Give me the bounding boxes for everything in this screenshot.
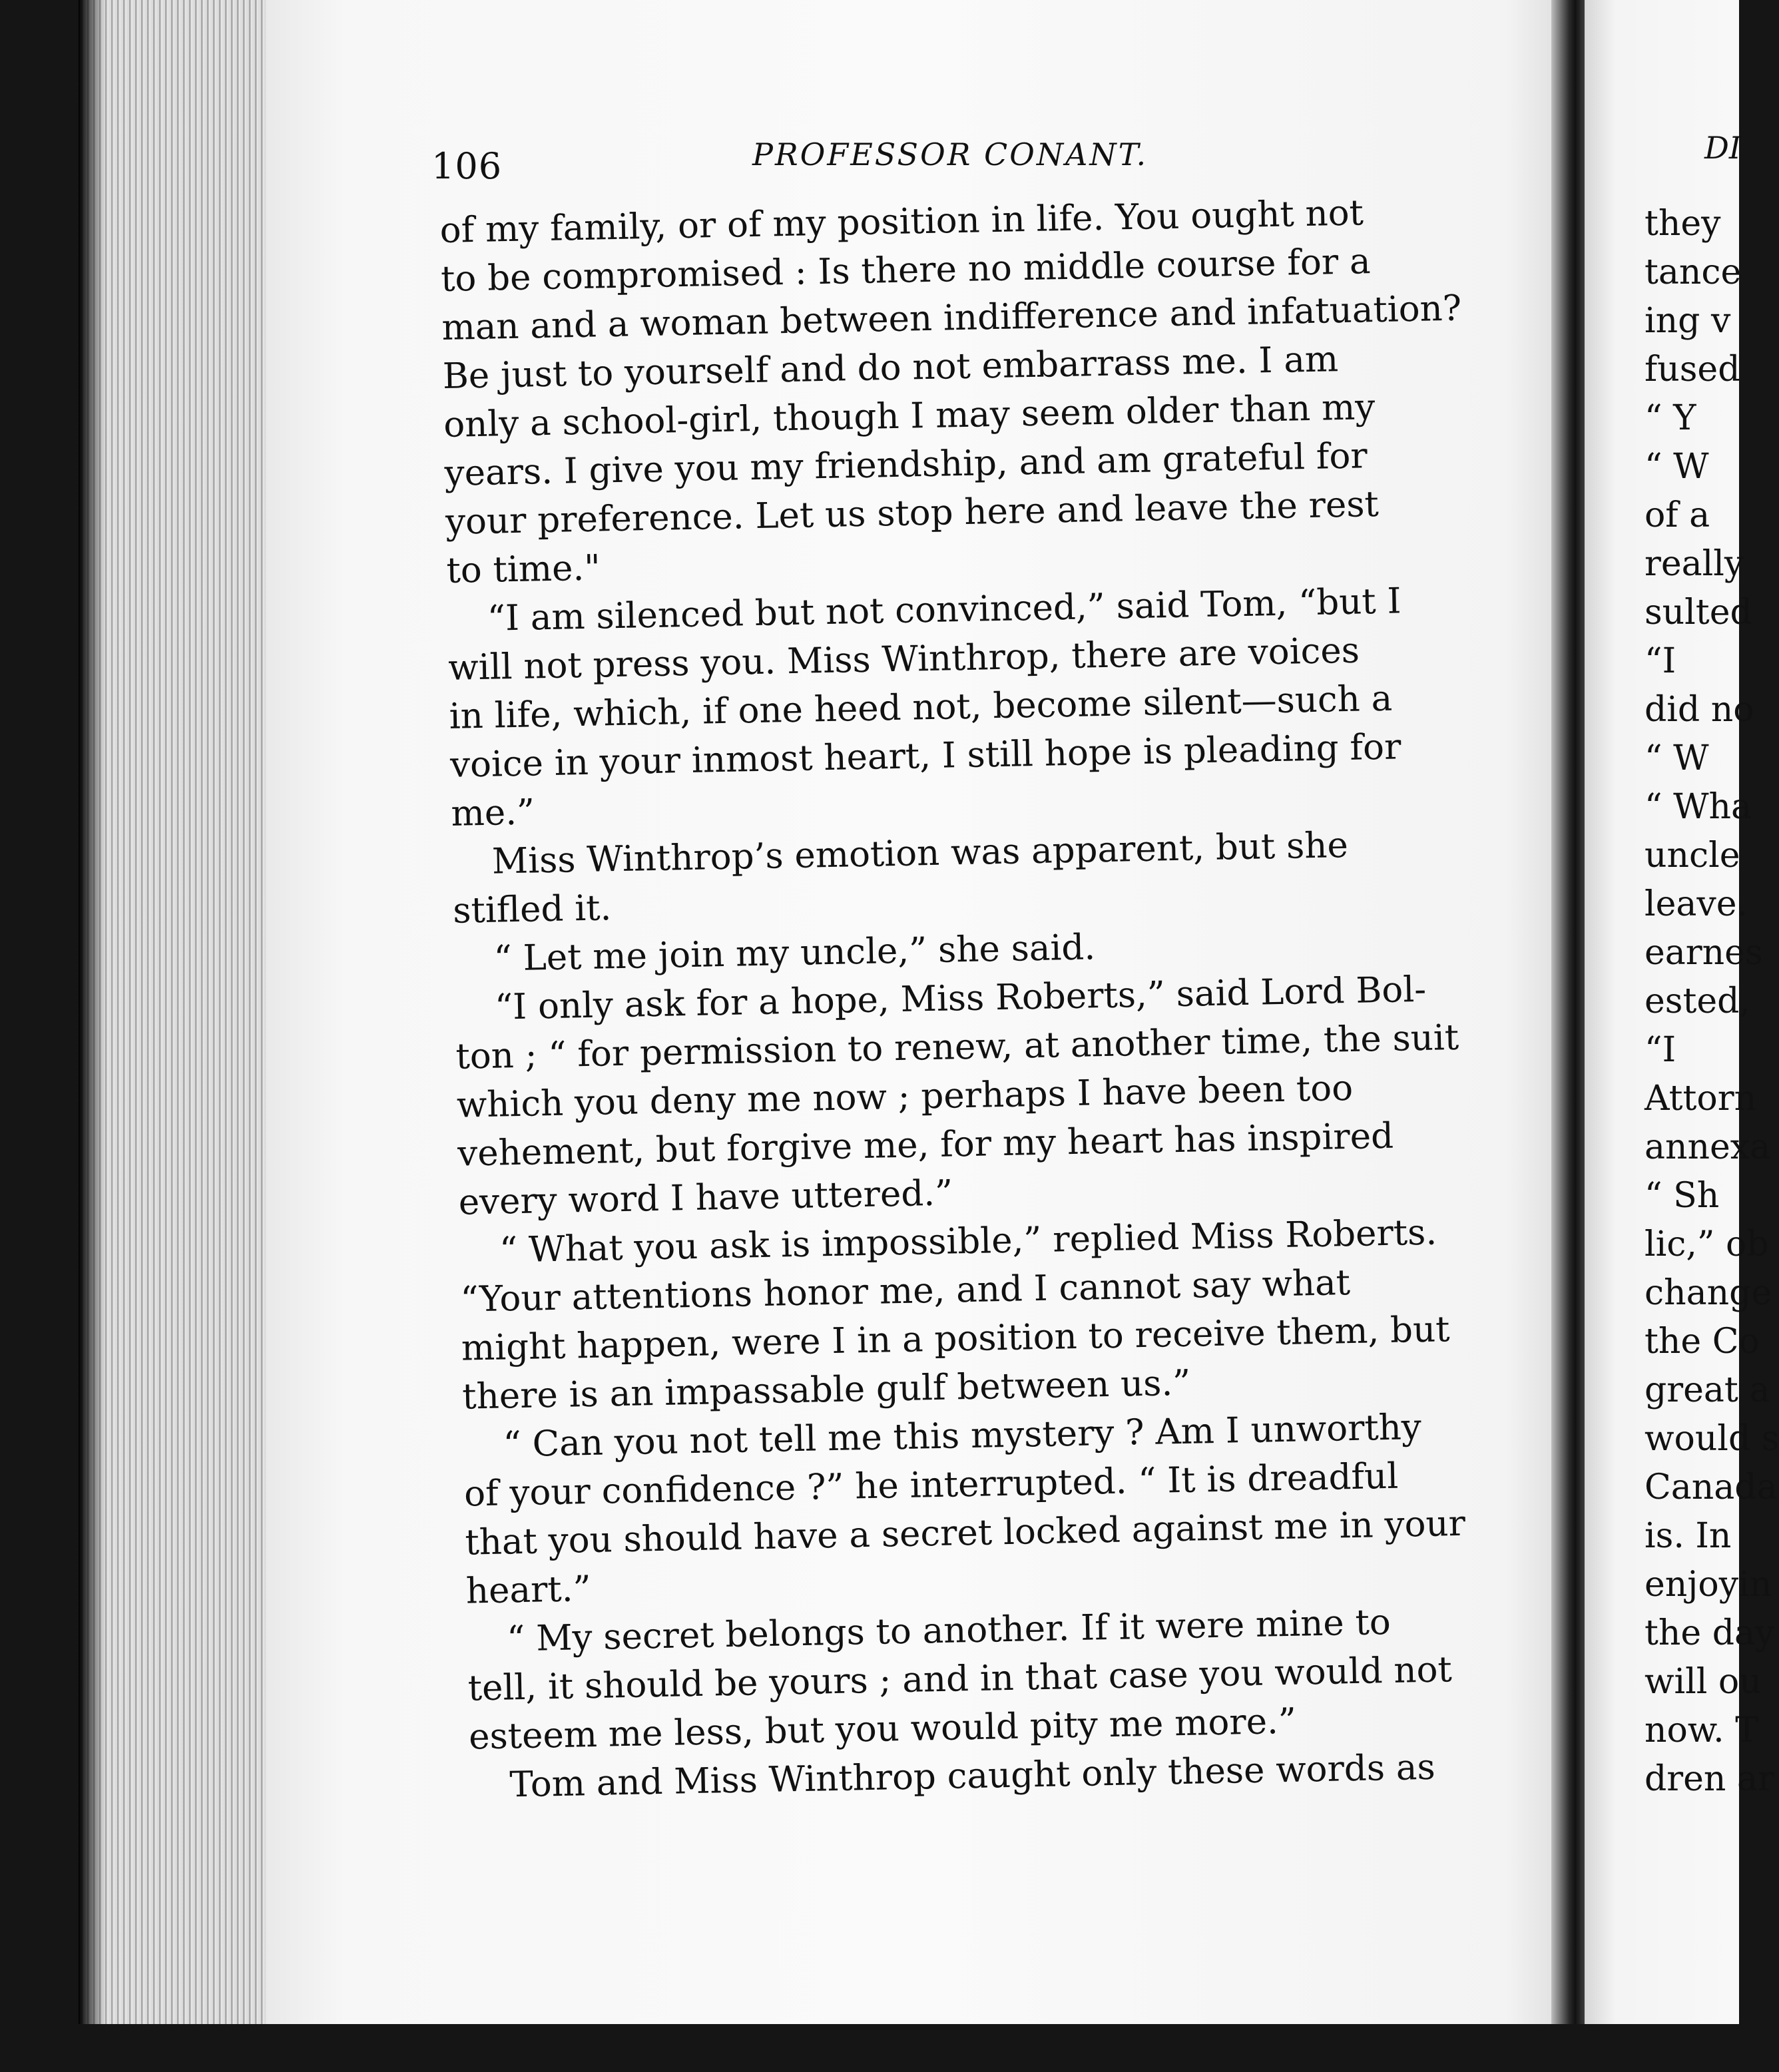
text-line: “ My secret belongs to another. If it were mine to [506, 1601, 1392, 1660]
text-line-fragment: the day [1645, 1613, 1775, 1653]
text-line-fragment: now. T [1645, 1710, 1758, 1750]
text-line-fragment: enjoyin [1645, 1565, 1772, 1605]
text-line: that you should have a secret locked against me in your [464, 1503, 1466, 1563]
text-line: might happen, were I in a position to receive them, but [461, 1309, 1451, 1369]
text-line-fragment: is. In [1645, 1516, 1732, 1556]
text-line-fragment: will ou [1645, 1662, 1762, 1702]
text-line-fragment: “ Wha [1645, 787, 1752, 827]
text-line: “ Can you not tell me this mystery ? Am I unworthy [503, 1407, 1422, 1465]
text-line: “I only ask for a hope, Miss Roberts,” said Lord Bol- [494, 969, 1427, 1028]
right-running-head: DI [1704, 130, 1742, 166]
right-page-text [1645, 200, 1779, 1804]
text-line-fragment: really [1645, 544, 1744, 584]
text-line-fragment: leave. [1645, 884, 1748, 924]
text-line: in life, which, if one heed not, become silent—such a [449, 678, 1393, 737]
text-line: esteem me less, but you would pity me more.” [468, 1700, 1297, 1758]
text-line-fragment: would s [1645, 1419, 1779, 1459]
bottom-shadow [0, 2024, 1739, 2072]
running-head: PROFESSOR CONANT. [752, 136, 1148, 172]
text-line: vehement, but forgive me, for my heart has inspired [457, 1115, 1394, 1174]
text-line: of my family, or of my position in life. You ought not [439, 192, 1364, 251]
text-line-fragment: sulted [1645, 593, 1752, 633]
text-line: years. I give you my friendship, and am grateful for [444, 435, 1368, 494]
text-line-fragment: they [1645, 204, 1721, 244]
text-line-fragment: fused [1645, 350, 1740, 389]
text-line: of your confidence ?” he interrupted. “ It is dreadful [463, 1455, 1399, 1515]
text-line-fragment: “ W [1645, 738, 1709, 778]
page-number: 106 [431, 145, 503, 187]
text-line: to time." [445, 547, 601, 591]
text-line: ton ; “ for permission to renew, at another time, the suit [455, 1017, 1459, 1077]
text-line-fragment: did no [1645, 690, 1754, 730]
text-line-fragment: uncle [1645, 836, 1740, 876]
text-line: voice in your inmost heart, I still hope is pleading for [449, 726, 1401, 786]
text-line: will not press you. Miss Winthrop, there are voices [447, 630, 1360, 688]
text-line-fragment: “ W [1645, 447, 1709, 487]
text-line-fragment: the Co [1645, 1322, 1760, 1362]
text-line: stifled it. [452, 888, 612, 931]
text-line: there is an impassable gulf between us.” [461, 1362, 1191, 1418]
text-line: to be compromised : Is there no middle course for a [440, 241, 1372, 300]
text-line: Be just to yourself and do not embarrass me. I am [442, 339, 1339, 397]
text-line-fragment: “I [1645, 641, 1676, 681]
left-page-text [439, 186, 1535, 1810]
text-line-fragment: Attorn [1645, 1079, 1757, 1119]
text-line: heart.” [465, 1569, 592, 1612]
text-line-fragment: dren ar [1645, 1759, 1774, 1799]
text-line-fragment: change [1645, 1273, 1772, 1313]
text-line-fragment: “ Sh [1645, 1176, 1720, 1216]
text-line-fragment: Canada [1645, 1467, 1778, 1507]
text-line: which you deny me now ; perhaps I have been too [456, 1067, 1354, 1126]
text-line: “Your attentions honor me, and I cannot say what [459, 1262, 1351, 1320]
text-line: only a school-girl, though I may seem older than my [443, 387, 1376, 445]
text-line-fragment: ing v [1645, 301, 1731, 341]
text-line-fragment: earnes [1645, 933, 1763, 973]
text-line: me.” [450, 792, 535, 834]
text-line: Tom and Miss Winthrop caught only these words as [509, 1746, 1436, 1806]
text-line-fragment: “I [1645, 1030, 1676, 1070]
text-line-fragment: tance [1645, 252, 1742, 292]
text-line-fragment: annexa [1645, 1127, 1771, 1167]
text-line-fragment: great a [1645, 1370, 1770, 1410]
text-line: every word I have uttered.” [458, 1172, 953, 1223]
text-line-fragment: lic,” ob [1645, 1224, 1769, 1264]
text-line-fragment: of a [1645, 495, 1710, 535]
page-edges [79, 0, 278, 2072]
text-line: “ What you ask is impossible,” replied Miss Roberts. [499, 1212, 1437, 1271]
edge-shadow [79, 0, 105, 2072]
text-line-fragment: “ Y [1645, 398, 1696, 438]
text-line: tell, it should be yours ; and in that case you would not [467, 1649, 1453, 1709]
text-line: “ Let me join my uncle,” she said. [493, 927, 1096, 979]
text-line-fragment: ested, [1645, 981, 1750, 1021]
text-line: Miss Winthrop’s emotion was apparent, but she [491, 824, 1349, 882]
text-line: “I am silenced but not convinced,” said Tom, “but I [487, 581, 1402, 639]
text-line: man and a woman between indifference and infatuation? [441, 288, 1462, 348]
text-line: your preference. Let us stop here and leave the rest [445, 484, 1380, 543]
